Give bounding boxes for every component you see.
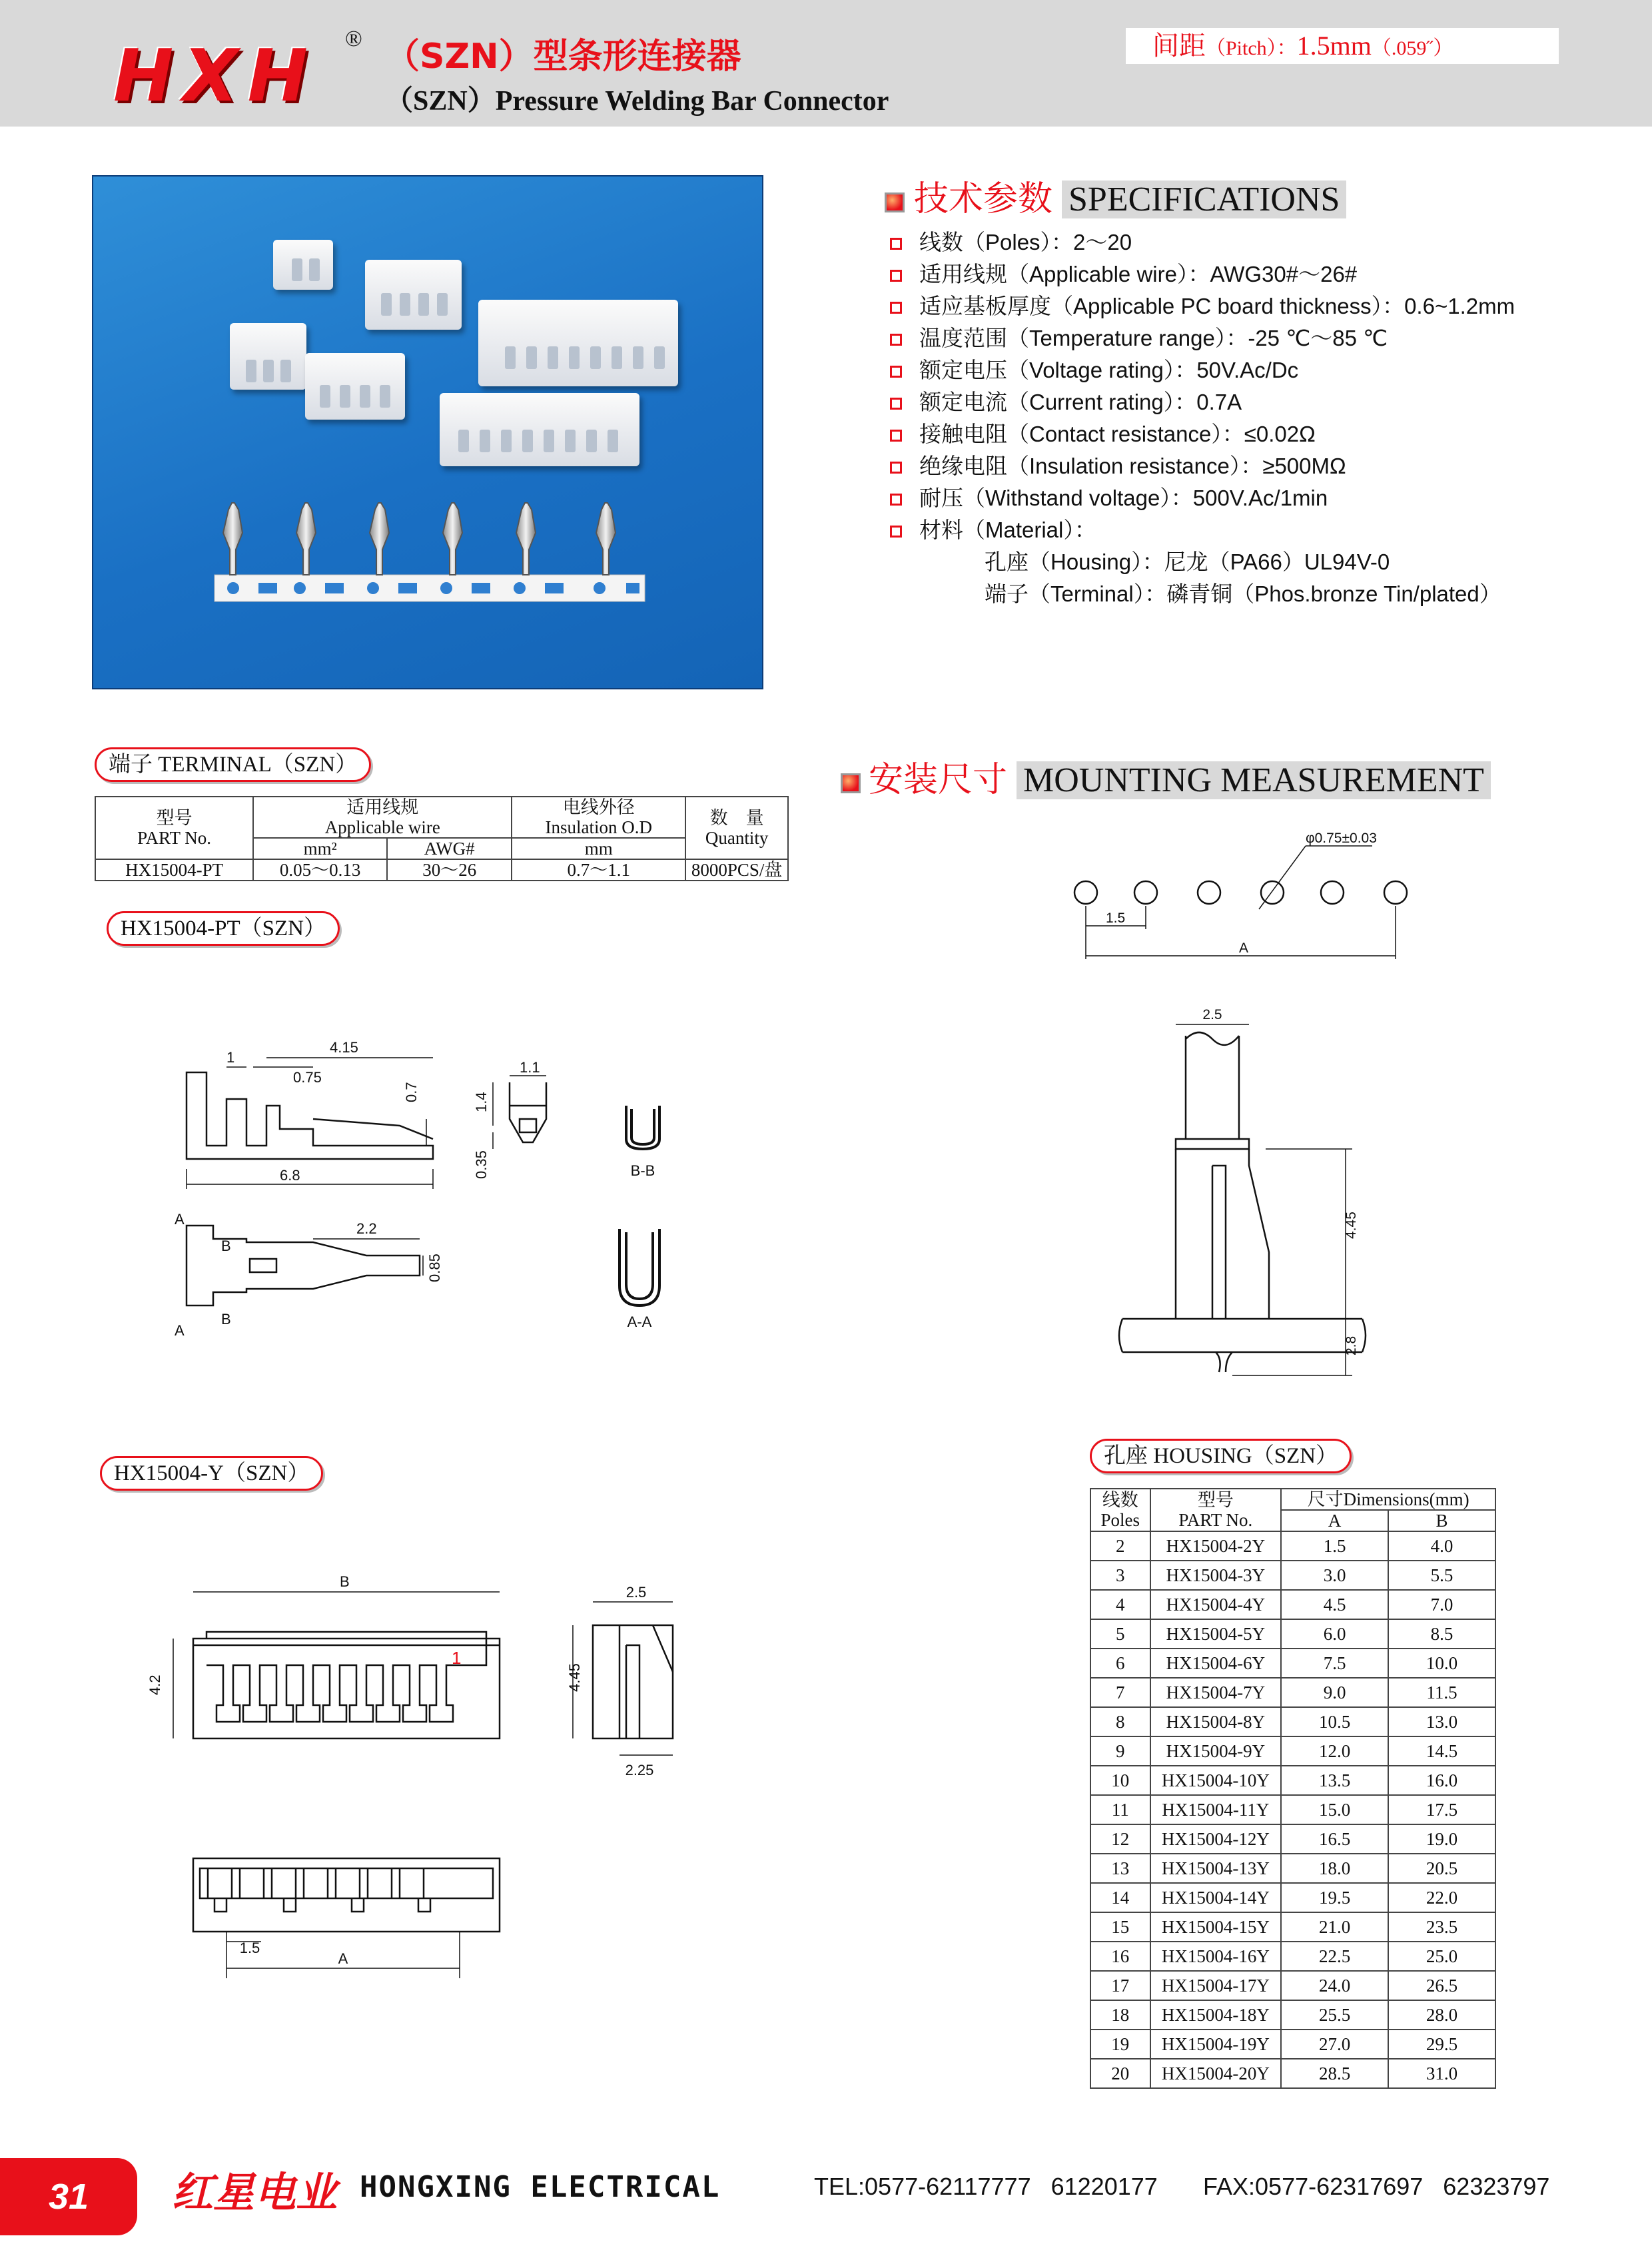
table-row bbox=[1090, 1912, 1495, 1942]
cell-a: 22.5 bbox=[1281, 1942, 1388, 1971]
table-row bbox=[1090, 1531, 1495, 1561]
cell-b: 8.5 bbox=[1388, 1619, 1495, 1649]
th-qty-en: Quantity bbox=[705, 828, 769, 848]
mount-heading-cn: 安装尺寸 bbox=[869, 760, 1008, 800]
cell-a: 27.0 bbox=[1281, 2030, 1388, 2059]
cell-b: 31.0 bbox=[1388, 2059, 1495, 2088]
bullet-icon bbox=[890, 526, 902, 538]
cell-poles: 8 bbox=[1090, 1707, 1150, 1736]
cell-part: HX15004-17Y bbox=[1150, 1971, 1282, 2000]
dim-b: B bbox=[340, 1573, 350, 1590]
th-poles bbox=[1090, 1489, 1150, 1531]
brand-logo: HXH bbox=[113, 35, 318, 118]
cell-part: HX15004-5Y bbox=[1150, 1619, 1282, 1649]
cell-a: 6.0 bbox=[1281, 1619, 1388, 1649]
spec-material-housing: 孔座（Housing）：尼龙（PA66）UL94V-0 bbox=[985, 550, 1390, 574]
board-thickness: 2.8 bbox=[1344, 1335, 1359, 1355]
bullet-icon bbox=[890, 366, 902, 378]
spec-row-text: 额定电流（Current rating）：0.7A bbox=[919, 390, 1242, 414]
cell-poles: 19 bbox=[1090, 2030, 1150, 2059]
cell-qty: 8000PCS/盘 bbox=[685, 859, 788, 881]
cell-b: 7.0 bbox=[1388, 1590, 1495, 1619]
spec-row-text: 线数（Poles）：2～20 bbox=[919, 230, 1132, 254]
cell-poles: 13 bbox=[1090, 1854, 1150, 1883]
dim-0-85: 0.85 bbox=[426, 1254, 443, 1282]
th-wire-en: Applicable wire bbox=[324, 817, 440, 837]
th-wire bbox=[253, 797, 512, 838]
spec-row bbox=[890, 385, 1242, 416]
terminal-drawing bbox=[147, 1026, 706, 1345]
spec-heading-cn: 技术参数 bbox=[914, 179, 1053, 219]
mark-a-bottom: A bbox=[175, 1322, 185, 1339]
cell-b: 4.0 bbox=[1388, 1531, 1495, 1561]
spec-row-text: 耐压（Withstand voltage）：500V.Ac/1min bbox=[919, 486, 1328, 510]
th-part bbox=[1150, 1489, 1282, 1531]
cell-b: 22.0 bbox=[1388, 1883, 1495, 1912]
cell-poles: 14 bbox=[1090, 1883, 1150, 1912]
cell-poles: 10 bbox=[1090, 1766, 1150, 1795]
cell-b: 28.0 bbox=[1388, 2000, 1495, 2030]
hole-pattern-drawing bbox=[1052, 826, 1412, 972]
terminal-label: 端子 TERMINAL（SZN） bbox=[95, 747, 371, 782]
cell-a: 10.5 bbox=[1281, 1707, 1388, 1736]
cell-poles: 15 bbox=[1090, 1912, 1150, 1942]
spec-row-text: 适用线规（Applicable wire）：AWG30#～26# bbox=[919, 262, 1358, 286]
dim-4-15: 4.15 bbox=[330, 1039, 358, 1056]
table-row bbox=[95, 859, 788, 881]
cell-a: 28.5 bbox=[1281, 2059, 1388, 2088]
bullet-icon bbox=[890, 494, 902, 506]
dim-a: A bbox=[338, 1950, 348, 1967]
terminal-strip-photo bbox=[93, 177, 762, 688]
th-a: A bbox=[1281, 1510, 1388, 1531]
dim-1: 1 bbox=[226, 1049, 235, 1066]
square-bullet-icon bbox=[885, 192, 905, 212]
cell-a: 4.5 bbox=[1281, 1590, 1388, 1619]
product-photo bbox=[92, 175, 763, 689]
spec-row bbox=[890, 417, 1316, 448]
dim-0-7: 0.7 bbox=[403, 1082, 420, 1102]
cell-b: 19.0 bbox=[1388, 1824, 1495, 1854]
section-aa: A-A bbox=[627, 1313, 652, 1330]
th-od-en: Insulation O.D bbox=[545, 817, 653, 837]
cell-poles: 12 bbox=[1090, 1824, 1150, 1854]
cell-part: HX15004-16Y bbox=[1150, 1942, 1282, 1971]
th-dimensions: 尺寸Dimensions(mm) bbox=[1281, 1489, 1495, 1510]
page-title-cn: （SZN）型条形连接器 bbox=[385, 37, 741, 77]
table-row bbox=[1090, 1854, 1495, 1883]
bullet-icon bbox=[890, 238, 902, 250]
housing-label: 孔座 HOUSING（SZN） bbox=[1090, 1439, 1352, 1473]
spec-row bbox=[890, 257, 1357, 288]
cell-od: 0.7～1.1 bbox=[512, 859, 685, 881]
y-drawing-label: HX15004-Y（SZN） bbox=[100, 1456, 323, 1491]
pt-drawing-label: HX15004-PT（SZN） bbox=[107, 911, 340, 946]
page-title-en: （SZN）Pressure Welding Bar Connector bbox=[385, 86, 889, 117]
cell-poles: 16 bbox=[1090, 1942, 1150, 1971]
cell-part: HX15004-8Y bbox=[1150, 1707, 1282, 1736]
th-part-cn: 型号 bbox=[156, 808, 193, 828]
mount-heading bbox=[841, 751, 1491, 801]
mark-b-top: B bbox=[221, 1238, 231, 1254]
table-row bbox=[1090, 1590, 1495, 1619]
footer-fax: FAX:0577-62317697 62323797 bbox=[1203, 2173, 1550, 2200]
cell-b: 23.5 bbox=[1388, 1912, 1495, 1942]
spec-row bbox=[890, 513, 1096, 544]
cell-part: HX15004-2Y bbox=[1150, 1531, 1282, 1561]
dim-4-45: 4.45 bbox=[566, 1663, 583, 1692]
pitch-box bbox=[1126, 28, 1559, 64]
cell-a: 9.0 bbox=[1281, 1678, 1388, 1707]
cell-poles: 18 bbox=[1090, 2000, 1150, 2030]
cell-b: 14.5 bbox=[1388, 1736, 1495, 1766]
dim-6-8: 6.8 bbox=[280, 1167, 300, 1184]
cell-part: HX15004-13Y bbox=[1150, 1854, 1282, 1883]
bullet-icon bbox=[890, 270, 902, 282]
th-part-en: PART No. bbox=[1178, 1510, 1253, 1530]
spec-heading bbox=[885, 171, 1346, 220]
dim-0-35: 0.35 bbox=[473, 1150, 490, 1179]
th-qty bbox=[685, 797, 788, 859]
th-qty-cn: 数 量 bbox=[709, 808, 764, 828]
hole-span-a: A bbox=[1239, 940, 1249, 956]
cell-a: 3.0 bbox=[1281, 1561, 1388, 1590]
mark-b-bottom: B bbox=[221, 1311, 231, 1327]
pin-mount-drawing bbox=[1106, 999, 1399, 1399]
cell-a: 15.0 bbox=[1281, 1795, 1388, 1824]
table-row bbox=[1090, 1795, 1495, 1824]
dim-1-4: 1.4 bbox=[473, 1092, 490, 1112]
dim-0-75: 0.75 bbox=[293, 1069, 322, 1086]
cell-poles: 2 bbox=[1090, 1531, 1150, 1561]
cell-a: 12.0 bbox=[1281, 1736, 1388, 1766]
cell-poles: 6 bbox=[1090, 1649, 1150, 1678]
cell-a: 1.5 bbox=[1281, 1531, 1388, 1561]
cell-b: 13.0 bbox=[1388, 1707, 1495, 1736]
cell-part: HX15004-9Y bbox=[1150, 1736, 1282, 1766]
pitch-label-en: （Pitch）： bbox=[1206, 37, 1297, 59]
cell-part: HX15004-10Y bbox=[1150, 1766, 1282, 1795]
cell-a: 13.5 bbox=[1281, 1766, 1388, 1795]
cell-a: 21.0 bbox=[1281, 1912, 1388, 1942]
spec-row-text: 额定电压（Voltage rating）：50V.Ac/Dc bbox=[919, 358, 1299, 382]
cell-a: 24.0 bbox=[1281, 1971, 1388, 2000]
cell-poles: 20 bbox=[1090, 2059, 1150, 2088]
housing-table-body bbox=[1090, 1531, 1495, 2088]
dim-1-1: 1.1 bbox=[520, 1059, 540, 1076]
spec-row bbox=[890, 321, 1388, 352]
cell-a: 25.5 bbox=[1281, 2000, 1388, 2030]
spec-row-text: 绝缘电阻（Insulation resistance）：≥500MΩ bbox=[919, 454, 1346, 478]
cell-a: 19.5 bbox=[1281, 1883, 1388, 1912]
bullet-icon bbox=[890, 398, 902, 410]
cell-poles: 3 bbox=[1090, 1561, 1150, 1590]
table-row bbox=[1090, 2059, 1495, 2088]
cell-b: 20.5 bbox=[1388, 1854, 1495, 1883]
cell-b: 5.5 bbox=[1388, 1561, 1495, 1590]
table-row bbox=[1090, 1971, 1495, 2000]
bullet-icon bbox=[890, 462, 902, 474]
table-row bbox=[1090, 1678, 1495, 1707]
cell-poles: 7 bbox=[1090, 1678, 1150, 1707]
spec-row-text: 接触电阻（Contact resistance）：≤0.02Ω bbox=[919, 422, 1316, 446]
cell-poles: 4 bbox=[1090, 1590, 1150, 1619]
cell-part: HX15004-6Y bbox=[1150, 1649, 1282, 1678]
housing-table bbox=[1090, 1488, 1496, 2089]
cell-poles: 9 bbox=[1090, 1736, 1150, 1766]
pitch-inch: （.059˝） bbox=[1371, 37, 1453, 59]
cell-part: HX15004-12Y bbox=[1150, 1824, 1282, 1854]
pin-one-mark: 1 bbox=[452, 1648, 462, 1668]
table-row bbox=[1090, 1561, 1495, 1590]
cell-poles: 5 bbox=[1090, 1619, 1150, 1649]
table-row bbox=[1090, 1619, 1495, 1649]
page-number: 31 bbox=[0, 2158, 137, 2235]
cell-part: HX15004-20Y bbox=[1150, 2059, 1282, 2088]
dim-2-2: 2.2 bbox=[356, 1220, 377, 1237]
table-row bbox=[1090, 1824, 1495, 1854]
cell-part: HX15004-14Y bbox=[1150, 1883, 1282, 1912]
section-bb: B-B bbox=[630, 1162, 655, 1179]
cell-b: 26.5 bbox=[1388, 1971, 1495, 2000]
registered-mark: ® bbox=[345, 27, 362, 51]
dim-1-5: 1.5 bbox=[239, 1940, 260, 1956]
th-awg: AWG# bbox=[387, 838, 512, 859]
th-od bbox=[512, 797, 685, 838]
th-b: B bbox=[1388, 1510, 1495, 1531]
table-row bbox=[1090, 1649, 1495, 1678]
pin-height: 4.45 bbox=[1344, 1212, 1359, 1239]
spec-row bbox=[890, 481, 1328, 512]
spec-row bbox=[890, 289, 1515, 320]
cell-b: 11.5 bbox=[1388, 1678, 1495, 1707]
cell-b: 16.0 bbox=[1388, 1766, 1495, 1795]
th-mm2: mm² bbox=[253, 838, 387, 859]
th-part bbox=[95, 797, 253, 859]
cell-mm2: 0.05～0.13 bbox=[253, 859, 387, 881]
cell-a: 18.0 bbox=[1281, 1854, 1388, 1883]
table-row bbox=[1090, 1942, 1495, 1971]
spec-row bbox=[890, 225, 1132, 256]
cell-part: HX15004-4Y bbox=[1150, 1590, 1282, 1619]
th-poles-en: Poles bbox=[1100, 1510, 1140, 1530]
bullet-icon bbox=[890, 302, 902, 314]
pin-width: 2.5 bbox=[1202, 1007, 1222, 1022]
footer-tel: TEL:0577-62117777 61220177 bbox=[814, 2173, 1158, 2200]
table-row bbox=[1090, 2000, 1495, 2030]
cell-part: HX15004-11Y bbox=[1150, 1795, 1282, 1824]
mark-a-top: A bbox=[175, 1211, 185, 1228]
spec-row bbox=[890, 449, 1346, 480]
housing-drawing bbox=[133, 1572, 719, 1998]
mount-heading-en: MOUNTING MEASUREMENT bbox=[1017, 761, 1491, 799]
cell-part: HX15004-7Y bbox=[1150, 1678, 1282, 1707]
dim-2-5: 2.5 bbox=[625, 1584, 647, 1601]
cell-a: 7.5 bbox=[1281, 1649, 1388, 1678]
cell-part: HX15004-19Y bbox=[1150, 2030, 1282, 2059]
spec-material-terminal: 端子（Terminal）：磷青铜（Phos.bronze Tin/plated） bbox=[985, 581, 1501, 606]
hole-pitch: 1.5 bbox=[1106, 911, 1126, 926]
cell-b: 25.0 bbox=[1388, 1942, 1495, 1971]
cell-a: 16.5 bbox=[1281, 1824, 1388, 1854]
cell-awg: 30～26 bbox=[387, 859, 512, 881]
table-row bbox=[1090, 1736, 1495, 1766]
cell-poles: 17 bbox=[1090, 1971, 1150, 2000]
table-row bbox=[1090, 2030, 1495, 2059]
bullet-icon bbox=[890, 334, 902, 346]
cell-part: HX15004-15Y bbox=[1150, 1912, 1282, 1942]
th-mm: mm bbox=[512, 838, 685, 859]
terminal-table bbox=[95, 796, 789, 881]
cell-poles: 11 bbox=[1090, 1795, 1150, 1824]
spec-row bbox=[890, 353, 1298, 384]
spec-row-text: 适应基板厚度（Applicable PC board thickness）：0.6~1.2mm bbox=[919, 294, 1515, 318]
pitch-value: 1.5mm bbox=[1296, 31, 1372, 61]
cell-b: 10.0 bbox=[1388, 1649, 1495, 1678]
cell-b: 17.5 bbox=[1388, 1795, 1495, 1824]
footer-brand-cn: 红星电业 bbox=[172, 2168, 338, 2217]
cell-part: HX15004-3Y bbox=[1150, 1561, 1282, 1590]
table-row bbox=[1090, 1883, 1495, 1912]
square-bullet-icon bbox=[841, 773, 861, 793]
cell-part: HX15004-PT bbox=[95, 859, 253, 881]
footer-brand-en: HONGXING ELECTRICAL bbox=[360, 2170, 721, 2204]
spec-row-text: 材料（Material）： bbox=[919, 518, 1096, 542]
cell-part: HX15004-18Y bbox=[1150, 2000, 1282, 2030]
dim-4-2: 4.2 bbox=[147, 1675, 163, 1695]
th-od-cn: 电线外径 bbox=[562, 797, 635, 817]
spec-heading-en: SPECIFICATIONS bbox=[1062, 181, 1346, 218]
table-row bbox=[1090, 1766, 1495, 1795]
spec-row-text: 温度范围（Temperature range）：-25 ℃～85 ℃ bbox=[919, 326, 1388, 350]
pitch-label-cn: 间距 bbox=[1152, 31, 1206, 61]
th-wire-cn: 适用线规 bbox=[346, 797, 419, 817]
cell-b: 29.5 bbox=[1388, 2030, 1495, 2059]
table-row bbox=[1090, 1707, 1495, 1736]
dim-2-25: 2.25 bbox=[625, 1762, 654, 1778]
th-part-cn: 型号 bbox=[1197, 1490, 1234, 1510]
hole-diameter: φ0.75±0.03 bbox=[1306, 831, 1377, 846]
th-part-en: PART No. bbox=[137, 828, 212, 848]
bullet-icon bbox=[890, 430, 902, 442]
th-poles-cn: 线数 bbox=[1102, 1490, 1138, 1510]
